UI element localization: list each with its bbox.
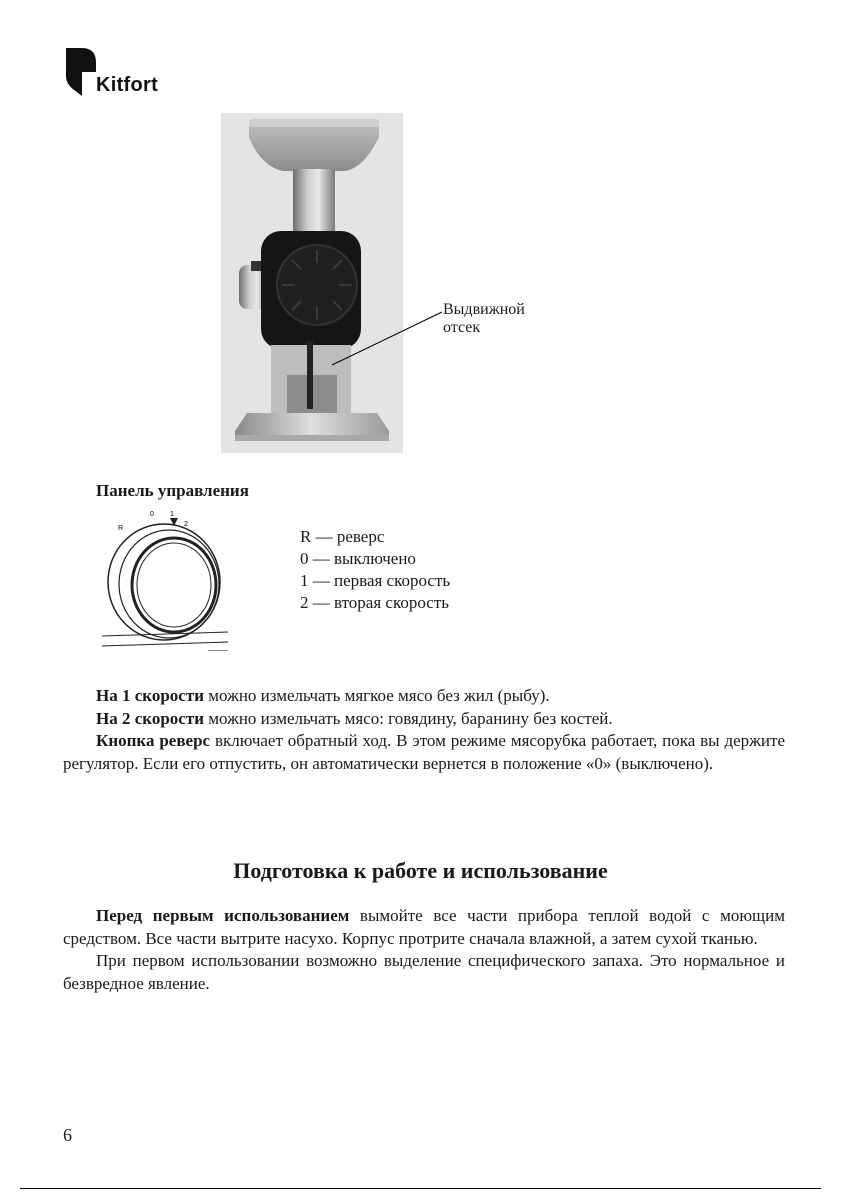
meat-grinder-photo <box>221 113 403 453</box>
bold-lead: Кнопка реверс <box>96 731 211 750</box>
dial-mark-0: 0 <box>150 511 154 518</box>
paragraph-text: можно измельчать мясо: говядину, баранину без костей. <box>204 708 613 728</box>
callout-line-2: отсек <box>443 319 481 336</box>
bold-lead: Перед первым использованием <box>96 906 350 925</box>
legend-item-reverse: R — реверс <box>300 527 385 546</box>
paragraph-text: можно измельчать мягкое мясо без жил (рыбу). <box>204 686 550 705</box>
paragraph-text: вымойте все части прибора теплой водой с моющим средством. Все части вытрите насухо. Корпус протрите сначала влажной, а затем сухой тканью. <box>63 906 785 948</box>
dial-mark-r: R <box>118 525 124 532</box>
logo-mark-icon <box>66 48 98 98</box>
paragraph-speed-1 <box>63 685 785 708</box>
page-bottom-rule <box>20 1188 821 1189</box>
paragraph-smell-note: При первом использовании возможно выделение специфического запаха. Это нормальное и безвредное явление. <box>63 951 785 993</box>
paragraph-speed-2 <box>63 708 785 731</box>
dial-mark-2: 2 <box>184 521 188 528</box>
bold-lead: На 2 скорости <box>96 708 204 728</box>
brand-name: Kitfort <box>96 74 159 96</box>
paragraph-first-use <box>63 905 785 950</box>
kitfort-logo <box>66 48 176 100</box>
dial-mark-1: 1 <box>170 511 174 518</box>
speed-legend <box>300 526 450 614</box>
callout-line-1: Выдвижной <box>443 301 525 318</box>
legend-item-speed-2: 2 — вторая скорость <box>300 593 450 612</box>
bold-lead: На 1 скорости <box>96 686 204 705</box>
page-number: 6 <box>63 1125 72 1145</box>
callout-label <box>443 301 525 337</box>
section-title: Подготовка к работе и использование <box>233 858 608 883</box>
callout-leader-line <box>330 310 450 370</box>
legend-item-off: 0 — выключено <box>300 549 416 568</box>
paragraph-reverse <box>63 730 785 775</box>
control-panel-heading: Панель управления <box>96 481 249 500</box>
section-body <box>63 905 785 995</box>
control-dial-illustration <box>100 506 230 651</box>
paragraph-text: включает обратный ход. В этом режиме мясорубка работает, пока вы держите регулятор. Если его отпустить, он автоматически вернется в положение «0» (выключено). <box>63 731 786 773</box>
legend-item-speed-1: 1 — первая скорость <box>300 571 451 590</box>
speed-descriptions <box>63 685 785 775</box>
